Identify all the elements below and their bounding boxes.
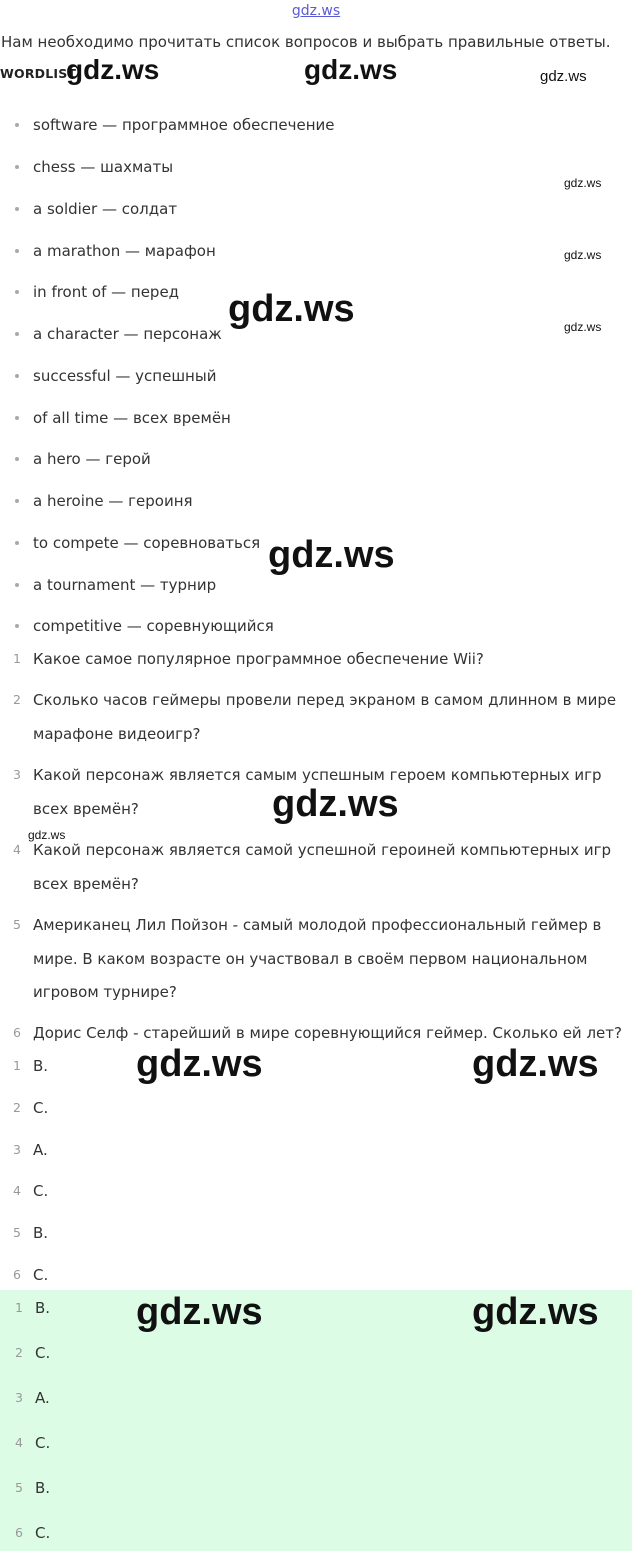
list-item: a heroine — героиня xyxy=(15,490,193,512)
list-item: of all time — всех времён xyxy=(15,407,231,429)
bullet-icon xyxy=(15,541,19,545)
intro-text: Нам необходимо прочитать список вопросов и выбрать правильные ответы. xyxy=(1,33,611,51)
bullet-icon xyxy=(15,416,19,420)
bullet-icon xyxy=(15,374,19,378)
list-item: successful — успешный xyxy=(15,365,216,387)
bullet-icon xyxy=(15,249,19,253)
list-item: a character — персонаж xyxy=(15,323,222,345)
bullet-icon xyxy=(15,583,19,587)
watermark: gdz.ws xyxy=(66,54,160,85)
bullet-icon xyxy=(15,457,19,461)
list-item: a tournament — турнир xyxy=(15,574,216,596)
bullet-icon xyxy=(15,165,19,169)
watermark: gdz.ws xyxy=(564,248,602,262)
list-item: chess — шахматы xyxy=(15,156,173,178)
bullet-icon xyxy=(15,123,19,127)
bullet-icon xyxy=(15,207,19,211)
wordlist-title: WORDLIST xyxy=(0,66,77,81)
watermark: gdz.ws xyxy=(272,783,399,825)
watermark: gdz.ws xyxy=(564,176,602,190)
watermark: gdz.ws xyxy=(564,320,602,334)
watermark: gdz.ws xyxy=(136,1043,263,1085)
watermark: gdz.ws xyxy=(268,534,395,576)
list-item: to compete — соревноваться xyxy=(15,532,260,554)
bullet-icon xyxy=(15,624,19,628)
list-item: a hero — герой xyxy=(15,448,151,470)
watermark: gdz.ws xyxy=(28,828,66,842)
watermark: gdz.ws xyxy=(472,1291,599,1333)
list-item: in front of — перед xyxy=(15,281,179,303)
list-item: competitive — соревнующийся xyxy=(15,615,274,637)
bullet-icon xyxy=(15,332,19,336)
watermark: gdz.ws xyxy=(472,1043,599,1085)
bullet-icon xyxy=(15,499,19,503)
list-item: a marathon — марафон xyxy=(15,240,216,262)
list-item: a soldier — солдат xyxy=(15,198,177,220)
watermark: gdz.ws xyxy=(540,68,587,85)
site-link[interactable]: gdz.ws xyxy=(291,3,341,19)
bullet-icon xyxy=(15,290,19,294)
watermark: gdz.ws xyxy=(304,54,398,85)
watermark: gdz.ws xyxy=(136,1291,263,1333)
list-item: software — программное обеспечение xyxy=(15,114,334,136)
watermark: gdz.ws xyxy=(228,288,355,330)
